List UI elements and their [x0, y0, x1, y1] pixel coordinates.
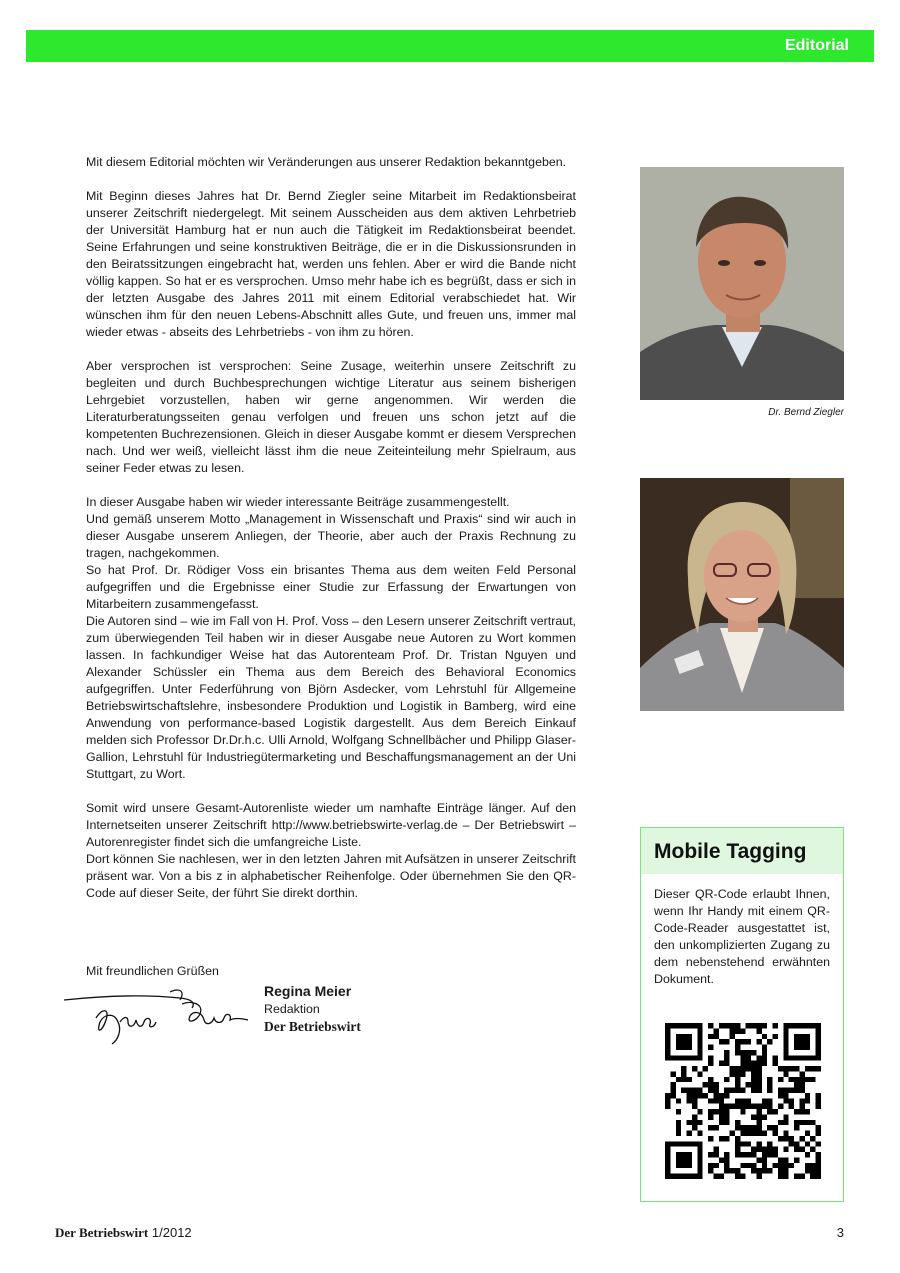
editorial-article	[86, 154, 576, 902]
author-organization: Der Betriebswirt	[264, 1019, 361, 1034]
paragraph: Aber versprochen ist versprochen: Seine Zusage, weiterhin unsere Zeitschrift zu begleiten und durch Buchbesprechungen wichtige Literatur aus seinem bisherigen Lehrgebiet vorzustellen, haben wir gerne angenommen. Wir werden die Literaturberatungsseiten genau verfolgen und freuen uns schon jetzt auf die kompetenten Buchrezensionen. Gleich in dieser Ausgabe kommt er diesem Versprechen nach. Und wer weiß, vielleicht lässt ihm die neue Zeiteinteilung mehr Spielraum, aus seiner Feder etwas zu lesen.	[86, 359, 576, 475]
handwritten-signature	[62, 978, 252, 1048]
paragraph: In dieser Ausgabe haben wir wieder interessante Beiträge zusammengestellt.	[86, 495, 510, 509]
paragraph: Dort können Sie nachlesen, wer in den letzten Jahren mit Aufsätzen in unserer Zeitschrift präsent war. Von a bis z in alphabetischer Reihenfolge. Oder übernehmen Sie den QR-Code auf dieser Seite, der führt Sie direkt dorthin.	[86, 852, 576, 900]
footer-issue: 1/2012	[151, 1225, 192, 1240]
portrait-photo-ziegler	[640, 167, 844, 400]
portrait-photo-meier	[640, 478, 844, 711]
mobile-tagging-header	[641, 828, 843, 874]
mobile-tagging-title: Mobile Tagging	[654, 840, 807, 863]
section-header-bar	[26, 30, 874, 62]
mobile-tagging-text: Dieser QR-Code erlaubt Ihnen, wenn Ihr Handy mit einem QR-Code-Reader ausgestattet ist, den unkomplizierten Zugang zu dem nebenstehend erwähnten Dokument.	[654, 887, 830, 986]
author-role: Redaktion	[264, 1002, 320, 1016]
greeting: Mit freundlichen Grüßen	[86, 964, 219, 978]
footer-publication-name: Der Betriebswirt	[55, 1225, 149, 1240]
paragraph: So hat Prof. Dr. Rödiger Voss ein brisantes Thema aus dem weiten Feld Personal aufgegriffen und die Ergebnisse einer Studie zur Erfassung der Erwartungen von Mitarbeitern zusammengefasst.	[86, 563, 576, 611]
paragraph: Somit wird unsere Gesamt-Autorenliste wieder um namhafte Einträge länger. Auf den Internetseiten unserer Zeitschrift http://www.betriebswirte-verlag.de – Der Betriebswirt – Autorenregister findet sich die umfangreiche Liste.	[86, 801, 576, 849]
qr-code[interactable]	[665, 1023, 821, 1179]
footer-publication	[55, 1225, 192, 1241]
paragraph: Die Autoren sind – wie im Fall von H. Prof. Voss – den Lesern unserer Zeitschrift vertraut, zum überwiegenden Teil haben wir in dieser Ausgabe neue Autoren zu Wort kommen lassen. In fachkundiger Weise hat das Autorenteam Prof. Dr. Tristan Nguyen und Alexander Schüssler ein Thema aus dem Bereich des Behavioral Economics aufgegriffen. Unter Federführung von Björn Asdecker, vom Lehrstuhl für Allgemeine Betriebswirtschaftslehre, insbesondere Produktion und Logistik in Bamberg, wird eine Anwendung von performance-based Logistik dargestellt. Aus dem Bereich Einkauf melden sich Professor Dr.Dr.h.c. Ulli Arnold, Wolfgang Schnellbächer und Philipp Glaser-Gallion, Lehrstuhl für Industriegütermarketing und Beschaffungsmanagement an der Uni Stuttgart, zu Wort.	[86, 614, 576, 781]
photo-caption: Dr. Bernd Ziegler	[768, 407, 844, 418]
paragraph: Mit diesem Editorial möchten wir Veränderungen aus unserer Redaktion bekanntgeben.	[86, 155, 567, 169]
signature-block	[86, 964, 406, 1054]
paragraph: Mit Beginn dieses Jahres hat Dr. Bernd Ziegler seine Mitarbeit im Redaktionsbeirat unserer Zeitschrift niedergelegt. Mit seinem Ausscheiden aus dem aktiven Lehrbetrieb der Universität Hamburg hat er nun auch die Tätigkeit im Redaktionsbeirat beendet. Seine Erfahrungen und seine konstruktiven Beiträge, die er in die Diskussionsrunden in den Beiratssitzungen eingebracht hat, werden uns fehlen. Aber er wird die Bande nicht völlig kappen. So hat er es versprochen. Umso mehr habe ich es begrüßt, dass er sich in der letzten Ausgabe des Jahres 2011 mit einem Editorial verabschiedet hat. Wir wünschen ihm für den neuen Lebens-Abschnitt alles Gute, und freuen uns, immer mal wieder etwas - abseits des Lehrbetriebs - von ihm zu hören.	[86, 189, 576, 339]
paragraph: Und gemäß unserem Motto „Management in Wissenschaft und Praxis“ sind wir auch in dieser Ausgabe unserem Anliegen, der Theorie, aber auch der Praxis Rechnung zu tragen, nachgekommen.	[86, 512, 576, 560]
mobile-tagging-box	[640, 827, 844, 1202]
author-name: Regina Meier	[264, 983, 352, 999]
page-number: 3	[836, 1225, 844, 1240]
section-title: Editorial	[784, 37, 849, 54]
